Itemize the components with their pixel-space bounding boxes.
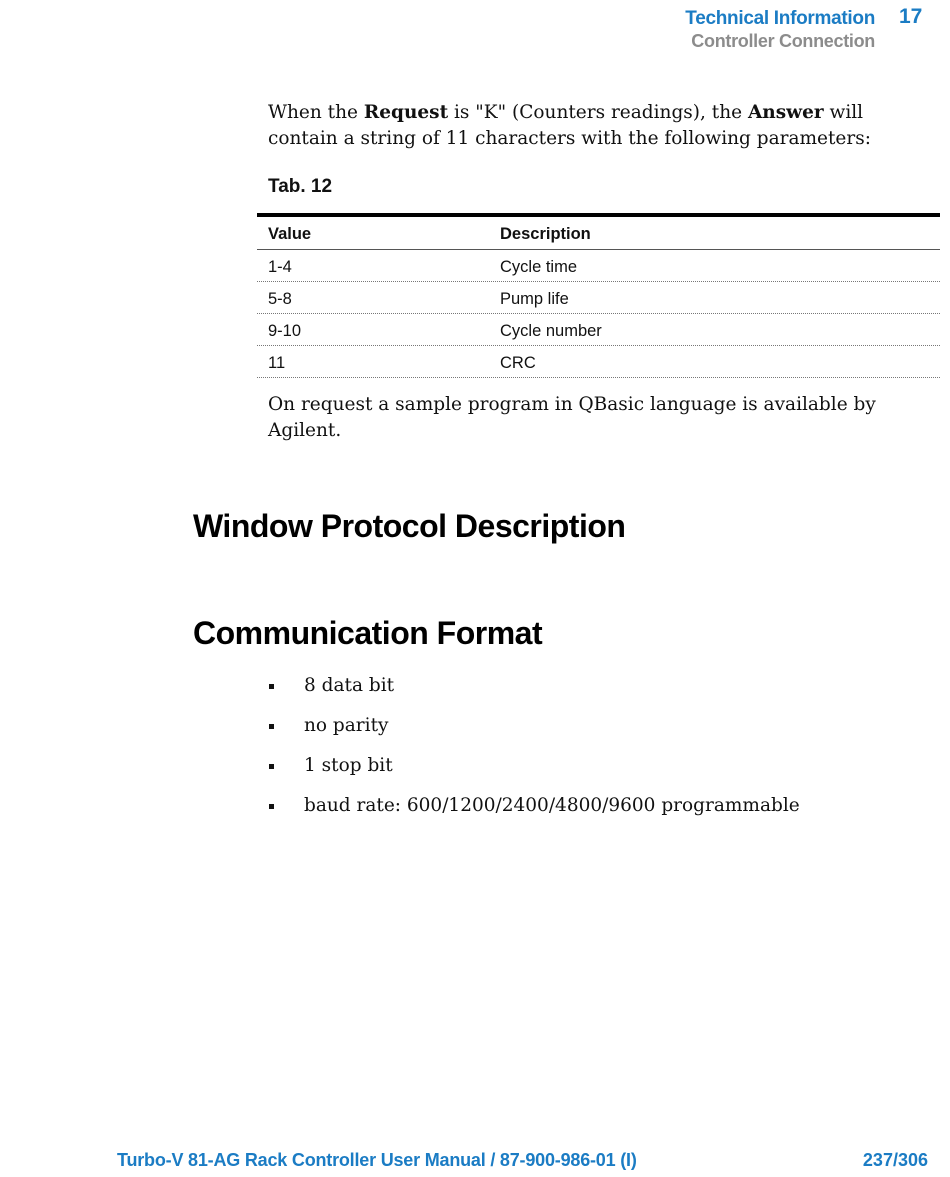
request-term: Request — [363, 102, 449, 123]
intro-paragraph: When the Request is "K" (Counters readings), the Answer will contain a string of 11 characters with the following parameters: — [268, 102, 871, 149]
heading-communication-format: Communication Format — [193, 615, 543, 651]
table-cell-value: 9-10 — [268, 322, 302, 340]
chapter-number: 17 — [899, 5, 923, 28]
table-row — [257, 314, 940, 346]
footer-page-number: 237/306 — [862, 1150, 928, 1170]
table-cell-value: 5-8 — [268, 290, 292, 308]
table-row — [257, 346, 940, 378]
subsection-title: Controller Connection — [691, 31, 875, 51]
table-cell-description: Cycle time — [500, 258, 578, 276]
table-cell-description: Pump life — [500, 290, 569, 308]
column-header-value: Value — [268, 225, 312, 243]
table-header-row — [257, 217, 940, 250]
table-cell-value: 11 — [268, 354, 286, 372]
table-row — [257, 250, 940, 282]
table-cell-description: Cycle number — [500, 322, 602, 340]
answer-term: Answer — [747, 102, 824, 123]
bullet-marker — [269, 684, 274, 689]
heading-window-protocol: Window Protocol Description — [193, 508, 626, 544]
note-paragraph: On request a sample program in QBasic language is available by Agilent. — [268, 394, 876, 441]
table-label: Tab. 12 — [268, 176, 333, 197]
footer-manual-title: Turbo-V 81-AG Rack Controller User Manual / 87-900-986-01 (I) — [117, 1150, 637, 1170]
table-cell-description: CRC — [500, 354, 536, 372]
section-title: Technical Information — [685, 8, 875, 29]
table-cell-value: 1-4 — [268, 258, 292, 276]
counters-table — [257, 213, 940, 378]
table-row — [257, 282, 940, 314]
column-header-description: Description — [500, 225, 591, 243]
bullet-marker — [269, 804, 274, 809]
bullet-marker — [269, 764, 274, 769]
bullet-marker — [269, 724, 274, 729]
